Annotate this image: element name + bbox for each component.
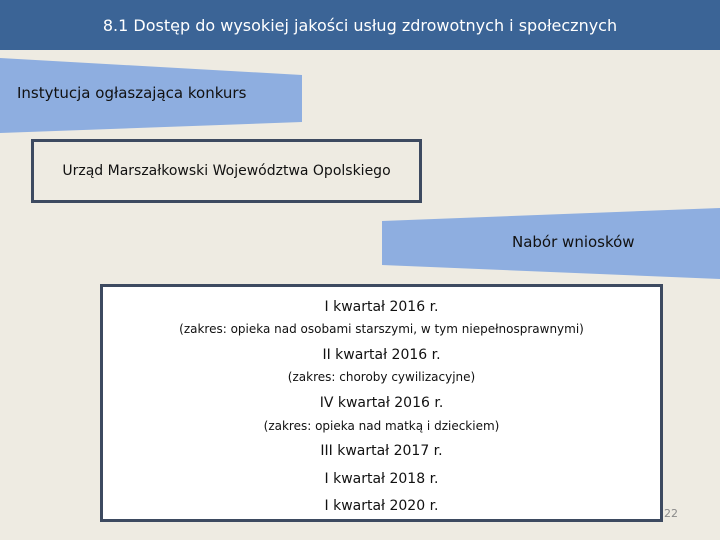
round-period: I kwartał 2018 r.	[324, 471, 439, 487]
round-period: I kwartał 2020 r.	[324, 498, 439, 514]
recruitment-rounds-box	[100, 284, 663, 522]
round-period: II kwartał 2016 r.	[322, 347, 441, 363]
round-period: I kwartał 2016 r.	[324, 299, 439, 315]
institution-name: Urząd Marszałkowski Województwa Opolskiego	[62, 163, 391, 179]
round-period: III kwartał 2017 r.	[320, 443, 443, 459]
page-title: 8.1 Dostęp do wysokiej jakości usług zdrowotnych i społecznych	[102, 15, 618, 35]
round-scope: (zakres: choroby cywilizacyjne)	[287, 370, 476, 384]
institution-heading: Instytucja ogłaszająca konkurs	[17, 84, 247, 102]
institution-box	[31, 139, 422, 203]
round-period: IV kwartał 2016 r.	[319, 395, 444, 411]
page-number: 22	[664, 507, 678, 520]
recruitment-heading: Nabór wniosków	[512, 233, 635, 251]
round-scope: (zakres: opieka nad osobami starszymi, w tym niepełnosprawnymi)	[179, 322, 584, 336]
round-scope: (zakres: opieka nad matką i dzieckiem)	[263, 419, 500, 433]
